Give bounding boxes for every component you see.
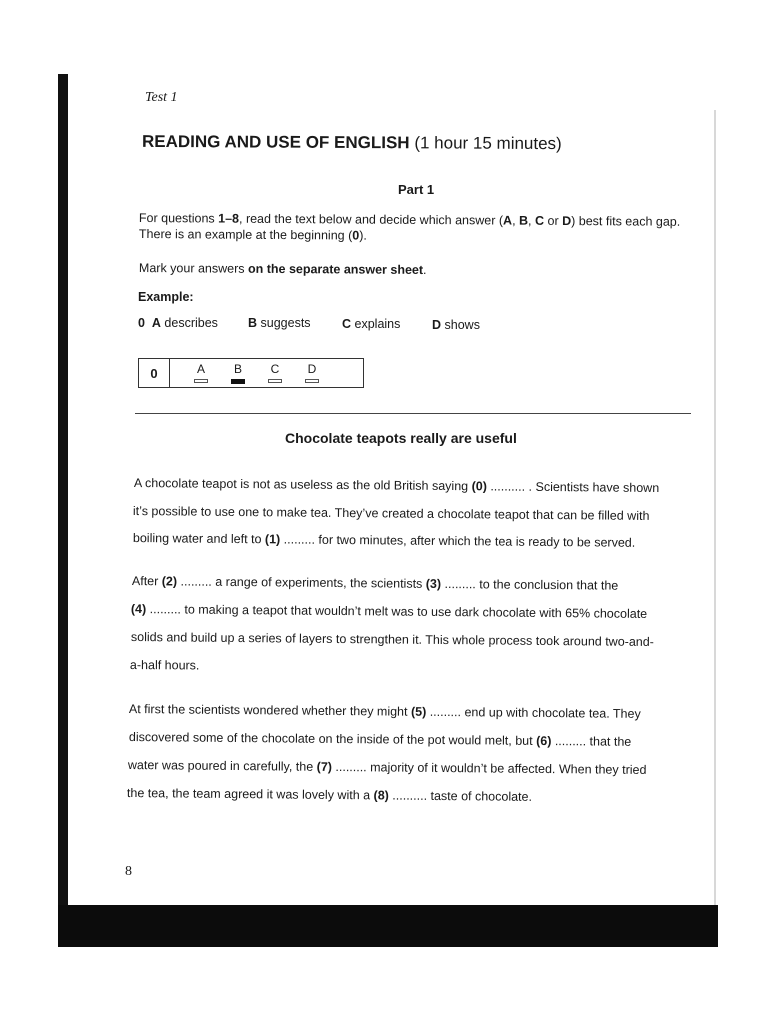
answer-mark-b: [231, 379, 245, 384]
text-run: For questions: [138, 210, 219, 226]
option-letter: C: [342, 317, 352, 331]
bold-run: (3): [425, 576, 442, 591]
text-run: After: [131, 574, 162, 589]
text-run: ......... end up with chocolate tea. They: [426, 704, 641, 721]
text-run: At first the scientists wondered whether they might: [128, 702, 412, 719]
text-run: a-half hours.: [129, 658, 200, 673]
example-answer-grid: [138, 358, 364, 388]
answer-cell-c: [265, 362, 285, 383]
bold-run: (4): [130, 602, 147, 617]
instructions-line-2: [139, 226, 367, 244]
option-letter: A: [151, 316, 161, 330]
text-run: the tea, the team agreed it was lovely with a: [126, 786, 374, 803]
example-option-b: [248, 316, 311, 330]
article-line: [129, 702, 641, 721]
bold-run: (8): [373, 788, 389, 803]
answer-mark-a: [194, 379, 208, 383]
option-letter: D: [432, 318, 442, 332]
text-run: ......... to making a teapot that wouldn’t melt was to use dark chocolate with 65% chocolate: [146, 602, 648, 621]
answer-cell-letter: B: [233, 362, 242, 376]
text-run: ) best fits each gap.: [571, 214, 681, 229]
exam-page: [68, 74, 714, 905]
bold-run: (5): [410, 704, 427, 719]
text-run: water was poured in carefully, the: [127, 758, 317, 774]
text-run: boiling water and left to: [132, 531, 266, 547]
page-number: 8: [125, 864, 132, 879]
instructions-line-3: [139, 260, 427, 278]
article-line: [134, 476, 659, 495]
bold-run: 0: [352, 228, 360, 243]
text-run: solids and build up a series of layers to strengthen it. This whole process took around two-and-: [130, 630, 654, 650]
example-option-d: [432, 318, 480, 332]
bold-run: on the separate answer sheet: [247, 261, 424, 277]
article-line: [129, 730, 632, 749]
article-line: [130, 658, 200, 672]
bold-run: D: [562, 213, 572, 229]
text-run: ......... for two minutes, after which the tea is ready to be served.: [280, 532, 636, 550]
option-number: 0: [138, 316, 145, 330]
article-line: [127, 786, 532, 804]
text-run: , read the text below and decide which answer (: [238, 211, 504, 228]
text-run: .......... taste of chocolate.: [388, 788, 533, 804]
text-run: ,: [528, 213, 536, 228]
answer-cell-letter: C: [270, 362, 280, 376]
text-run: ......... that the: [551, 734, 632, 749]
section-divider: [135, 413, 691, 414]
answer-cell-letter: D: [307, 362, 317, 376]
bold-run: (7): [316, 759, 333, 774]
page-left-shadow: [58, 74, 68, 946]
test-label: Test 1: [145, 90, 178, 105]
article-line: [133, 504, 650, 523]
article-line: [131, 630, 654, 649]
text-run: discovered some of the chocolate on the inside of the pot would melt, but: [128, 730, 537, 748]
article-line: [132, 574, 618, 593]
answer-cell-d: [302, 362, 322, 383]
text-run: .: [423, 262, 427, 278]
option-word: explains: [354, 317, 401, 331]
text-run: ,: [512, 213, 520, 228]
article-line: [133, 531, 635, 550]
article-line: [128, 758, 647, 777]
example-label: Example:: [138, 290, 194, 304]
option-word: shows: [444, 318, 480, 332]
option-word: describes: [164, 316, 218, 330]
answer-cell-letter: A: [196, 362, 205, 376]
text-run: .......... . Scientists have shown: [486, 479, 660, 496]
bold-run: (2): [161, 574, 178, 589]
page-bottom-shadow: [58, 905, 718, 947]
text-run: it’s possible to use one to make tea. They’ve created a chocolate teapot that can be filled with: [132, 504, 650, 523]
bold-run: A: [503, 213, 513, 228]
answer-grid-number: 0: [139, 359, 170, 387]
article-title: Chocolate teapots really are useful: [285, 430, 517, 446]
text-run: or: [544, 213, 563, 228]
answer-cell-a: [191, 362, 211, 383]
bold-run: (6): [536, 733, 552, 749]
bold-run: (1): [264, 532, 281, 547]
example-option-c: [342, 317, 400, 331]
example-option-a: [138, 316, 218, 330]
option-letter: B: [248, 316, 258, 330]
text-run: ......... majority of it wouldn’t be affected. When they tried: [331, 759, 647, 777]
part-title: Part 1: [398, 182, 435, 197]
text-run: ).: [359, 228, 367, 243]
bold-run: C: [534, 213, 545, 228]
text-run: ......... to the conclusion that the: [441, 576, 619, 593]
section-heading: [142, 132, 562, 154]
text-run: There is an example at the beginning (: [138, 226, 353, 243]
answer-mark-c: [268, 379, 282, 383]
text-run: Mark your answers: [138, 260, 249, 276]
bold-run: 1–8: [218, 211, 240, 226]
option-word: suggests: [260, 316, 311, 330]
bold-run: (0): [471, 479, 487, 494]
article-line: [131, 602, 647, 621]
text-run: A chocolate teapot is not as useless as the old British saying: [133, 476, 472, 494]
section-heading-duration: (1 hour 15 minutes): [414, 133, 562, 154]
section-heading-title: READING AND USE OF ENGLISH: [141, 131, 410, 153]
text-run: ......... a range of experiments, the scientists: [177, 574, 426, 591]
answer-cell-b: [228, 362, 248, 384]
bold-run: B: [518, 213, 529, 228]
answer-mark-d: [305, 379, 319, 383]
